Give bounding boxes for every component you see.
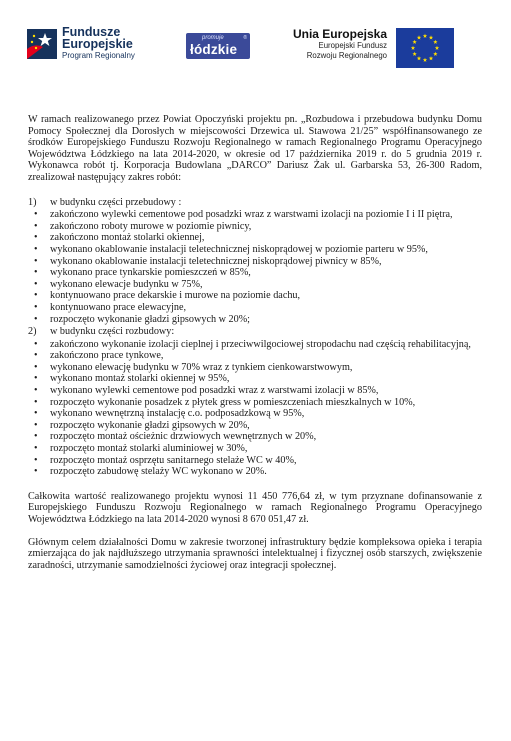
- ue-logo-line1: Unia Europejska: [292, 27, 387, 41]
- section-2-list: [28, 339, 482, 478]
- intro-paragraph: W ramach realizowanego przez Powiat Opoczyński projektu pn. „Rozbudowa i przebudowa budynku Domu Pomocy Społecznej dla Dorosłych w miejscowości Drzewica ul. Stawowa 21/25” współfinansowanego ze środków Europejskiego Funduszu Rozwoju Regionalnego w ramach Regionalnego Programu Operacyjnego Województwa Łódzkiego na lata 2014-2020, w okresie od 17 października 2019 r. do 5 grudnia 2019 r. Wykonawca robót tj. Korporacja Budowlana „DARCO” Dariusz Żak ul. Garbarska 53, 26-300 Radom, zrealizował następujący zakres robót:: [28, 114, 482, 183]
- section-1-list: [28, 209, 482, 325]
- section-title: w budynku części przebudowy :: [50, 196, 182, 208]
- section-heading: [28, 326, 482, 338]
- list-item: • zakończono prace tynkowe,: [28, 350, 482, 362]
- list-item: • wykonano elewacje budynku w 75%,: [28, 279, 482, 291]
- section-number: 1): [28, 196, 37, 208]
- unia-europejska-logo: [290, 27, 490, 72]
- document-body: [28, 114, 482, 571]
- list-item: • zakończono wylewki cementowe pod posadzki wraz z warstwami izolacji na poziomie I i II piętra,: [28, 209, 482, 221]
- list-item: • wykonano prace tynkarskie pomieszczeń w 85%,: [28, 267, 482, 279]
- fe-logo-line3: Program Regionalny: [62, 51, 135, 60]
- list-item: • wykonano okablowanie instalacji teletechnicznej niskoprądowej piwnicy w 85%,: [28, 256, 482, 268]
- list-item: • kontynuowano prace elewacyjne,: [28, 302, 482, 314]
- lodzkie-wordmark: łódzkie: [190, 42, 238, 57]
- list-item: • rozpoczęto wykonanie posadzek z płytek gress w pomieszczeniach mieszkalnych w 10%,: [28, 397, 482, 409]
- fundusze-europejskie-logo: [25, 25, 185, 70]
- section-number: 2): [28, 326, 37, 338]
- list-item: • rozpoczęto wykonanie gładzi gipsowych w 20%,: [28, 420, 482, 432]
- summary-paragraph: Całkowita wartość realizowanego projektu wynosi 11 450 776,64 zł, w tym przyznane dofinansowanie z Europejskiego Funduszu Rozwoju Regionalnego w ramach Regionalnego Programu Operacyjnego Województwa Łódzkiego na lata 2014-2020 wynosi 8 670 051,47 zł.: [28, 490, 482, 525]
- logo-bar: [0, 0, 511, 90]
- section-title: w budynku części rozbudowy:: [50, 326, 175, 338]
- ue-logo-line2: Europejski Fundusz: [318, 41, 387, 50]
- list-item: • wykonano montaż stolarki okiennej w 95%,: [28, 373, 482, 385]
- section-heading: [28, 197, 482, 209]
- list-item: • rozpoczęto montaż osprzętu sanitarnego stelaże WC w 40%,: [28, 455, 482, 467]
- list-item: • rozpoczęto wykonanie gładzi gipsowych w 20%;: [28, 314, 482, 326]
- registered-mark: ®: [243, 35, 247, 41]
- eu-flag-icon: [396, 28, 454, 68]
- list-item: • kontynuowano prace dekarskie i murowe na poziomie dachu,: [28, 290, 482, 302]
- list-item: • wykonano wylewki cementowe pod posadzki wraz z warstwami izolacji w 85%,: [28, 385, 482, 397]
- list-item: • zakończono montaż stolarki okiennej,: [28, 232, 482, 244]
- list-item: • wykonano okablowanie instalacji teletechnicznej niskoprądowej w poziomie parteru w 95%,: [28, 244, 482, 256]
- list-item: • wykonano elewację budynku w 70% wraz z tynkiem cienkowarstwowym,: [28, 362, 482, 374]
- fe-logo-line1: Fundusze: [62, 25, 121, 39]
- ue-logo-line3: Rozwoju Regionalnego: [306, 51, 387, 60]
- list-item: • zakończono roboty murowe w poziomie piwnicy,: [28, 221, 482, 233]
- list-item: • rozpoczęto montaż ościeżnic drzwiowych wewnętrznych w 20%,: [28, 431, 482, 443]
- lodzkie-logo: [186, 33, 250, 59]
- fe-logo-line2: Europejskie: [62, 37, 133, 51]
- list-item: • zakończono wykonanie izolacji cieplnej i przeciwwilgociowej stropodachu nad częścią rehabilitacyjną,: [28, 339, 482, 351]
- list-item: • wykonano wewnętrzną instalację c.o. podposadzkową w 95%,: [28, 408, 482, 420]
- lodzkie-tagline: promuje: [202, 35, 224, 41]
- goal-paragraph: Głównym celem działalności Domu w zakresie tworzonej infrastruktury będzie kompleksowa opieka i terapia zmierzająca do jak najdłuższego utrzymania sprawności intelektualnej i fizycznej osób starszych, zwiększenie zaradności, utrzymanie samodzielności życiowej oraz integracji społecznej.: [28, 536, 482, 571]
- fe-star-icon: [25, 25, 59, 65]
- list-item: • rozpoczęto montaż stolarki aluminiowej w 30%,: [28, 443, 482, 455]
- list-item: • rozpoczęto zabudowę stelaży WC wykonano w 20%.: [28, 466, 482, 478]
